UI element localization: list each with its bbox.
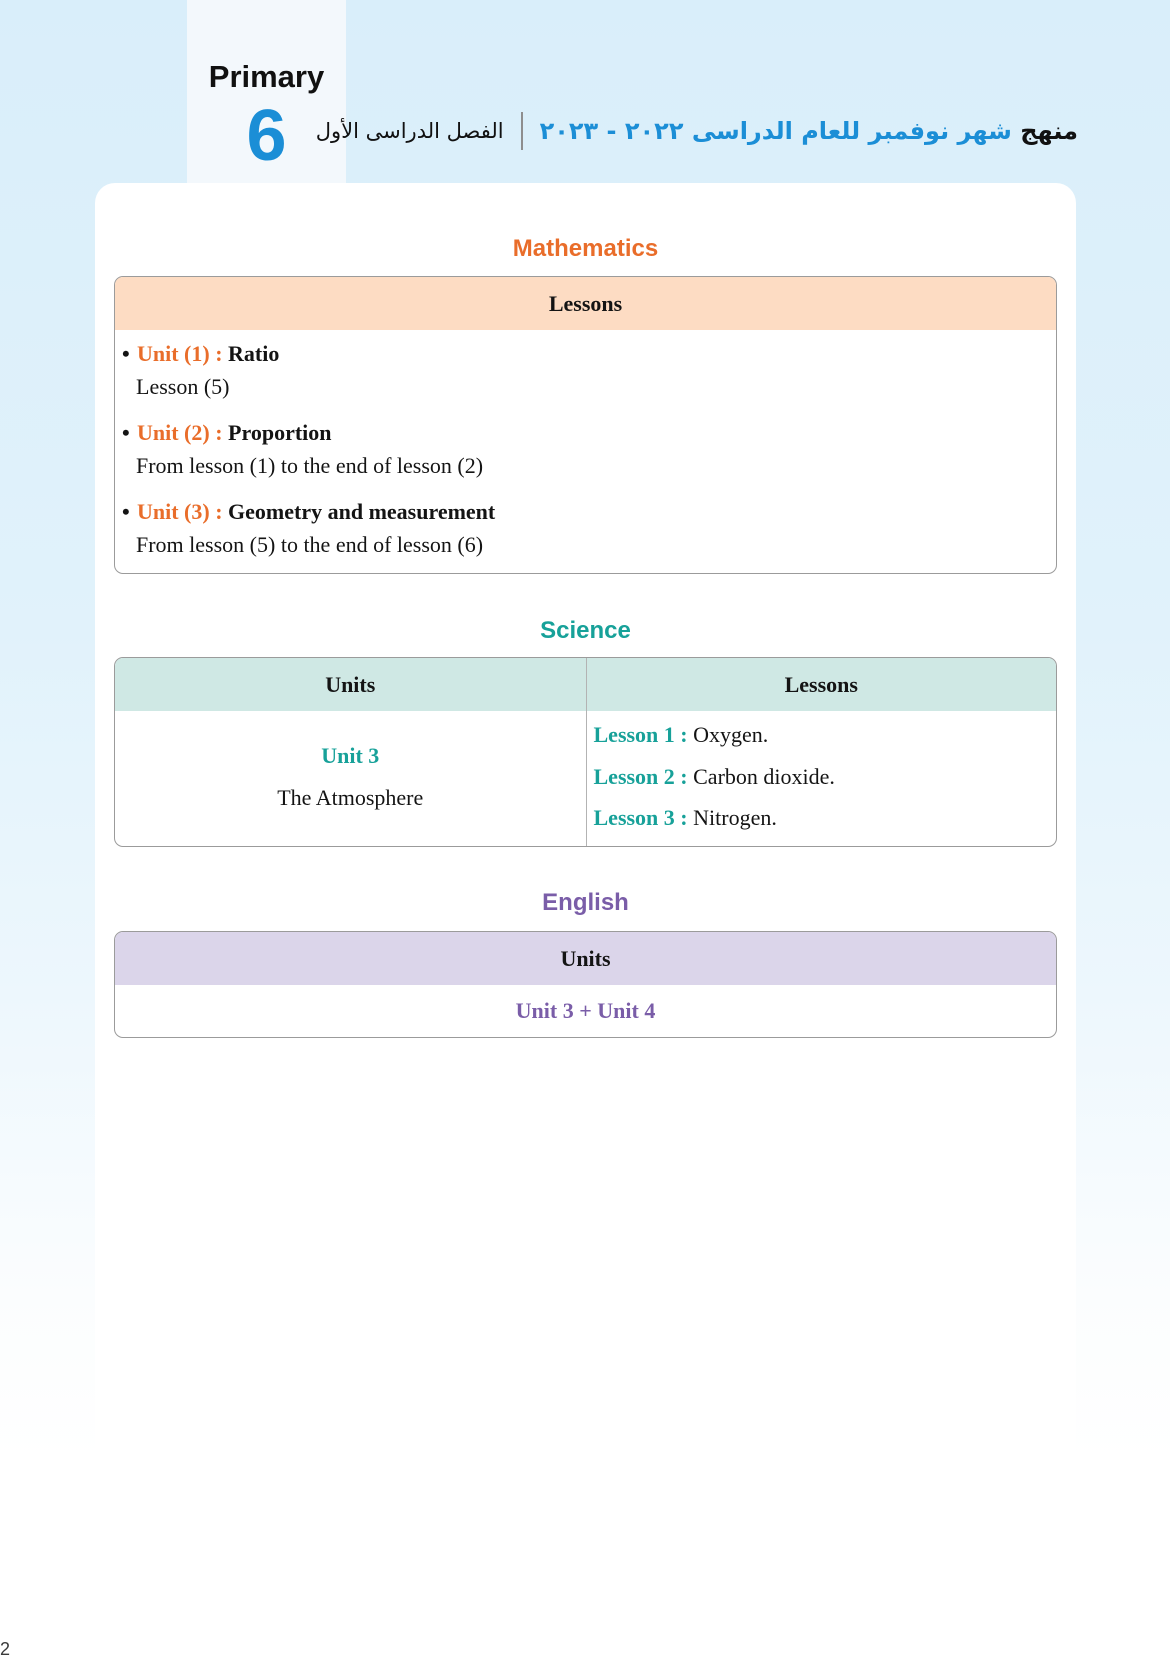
mathematics-title: Mathematics (512, 235, 659, 262)
grade-tab (187, 0, 346, 183)
math-unit-lessons: From lesson (5) to the end of lesson (6) (136, 532, 484, 557)
science-table-grid (115, 658, 1056, 846)
science-lessons-header: Lessons (586, 658, 1057, 711)
math-unit-heading (115, 337, 1056, 370)
science-lesson (594, 797, 1057, 839)
bullet-icon (122, 337, 137, 370)
science-lesson-topic: Carbon dioxide. (693, 763, 835, 789)
bullet-icon (122, 416, 137, 449)
stage-label: Primary (208, 59, 325, 94)
science-lesson-label: Lesson 1 : (593, 722, 688, 747)
term-label: الفصل الدراسى الأول (315, 119, 504, 143)
mathematics-lessons-header: Lessons (115, 277, 1056, 330)
english-title: English (542, 889, 629, 916)
science-lesson-topic: Nitrogen. (693, 805, 777, 830)
page-number: 2 (0, 1639, 11, 1659)
science-lessons-cell (586, 711, 1057, 846)
grade-number: 6 (246, 96, 287, 176)
science-lesson-label: Lesson 2 : (593, 763, 688, 789)
bullet-icon (122, 495, 137, 528)
science-lesson (594, 756, 1057, 798)
math-unit-1 (115, 337, 1056, 403)
math-unit-3 (115, 495, 1056, 561)
science-units-header: Units (115, 658, 586, 711)
math-unit-heading (115, 416, 1056, 449)
science-lesson-topic: Oxygen. (693, 722, 769, 747)
science-lesson-label: Lesson 3 : (593, 805, 688, 830)
english-table (114, 931, 1057, 1038)
curriculum-title (540, 112, 1078, 150)
math-unit-name: Ratio (228, 341, 280, 366)
curriculum-title-prefix: منهج (1020, 117, 1078, 145)
math-unit-number: Unit (2) : (137, 420, 223, 445)
math-unit-name: Proportion (228, 420, 332, 445)
science-unit-name: The Atmosphere (277, 785, 424, 810)
mathematics-table-body (115, 330, 1056, 573)
curriculum-title-period: شهر نوفمبر للعام الدراسى ٢٠٢٢ - ٢٠٢٣ (539, 117, 1012, 145)
science-lesson (594, 714, 1057, 756)
mathematics-table (114, 276, 1057, 574)
math-unit-lessons: From lesson (1) to the end of lesson (2) (136, 453, 484, 478)
curriculum-header (316, 112, 1078, 150)
math-unit-name: Geometry and measurement (228, 499, 496, 524)
math-unit-2 (115, 416, 1056, 482)
science-table (114, 657, 1057, 847)
header-divider (521, 112, 523, 150)
science-unit-number: Unit 3 (321, 743, 380, 768)
math-unit-number: Unit (1) : (137, 341, 223, 366)
math-unit-heading (115, 495, 1056, 528)
english-units-value: Unit 3 + Unit 4 (515, 998, 656, 1023)
math-unit-lessons: Lesson (5) (136, 374, 230, 399)
science-unit-cell (115, 711, 586, 846)
english-units-header: Units (115, 932, 1056, 985)
math-unit-number: Unit (3) : (137, 499, 223, 524)
science-title: Science (540, 617, 631, 644)
